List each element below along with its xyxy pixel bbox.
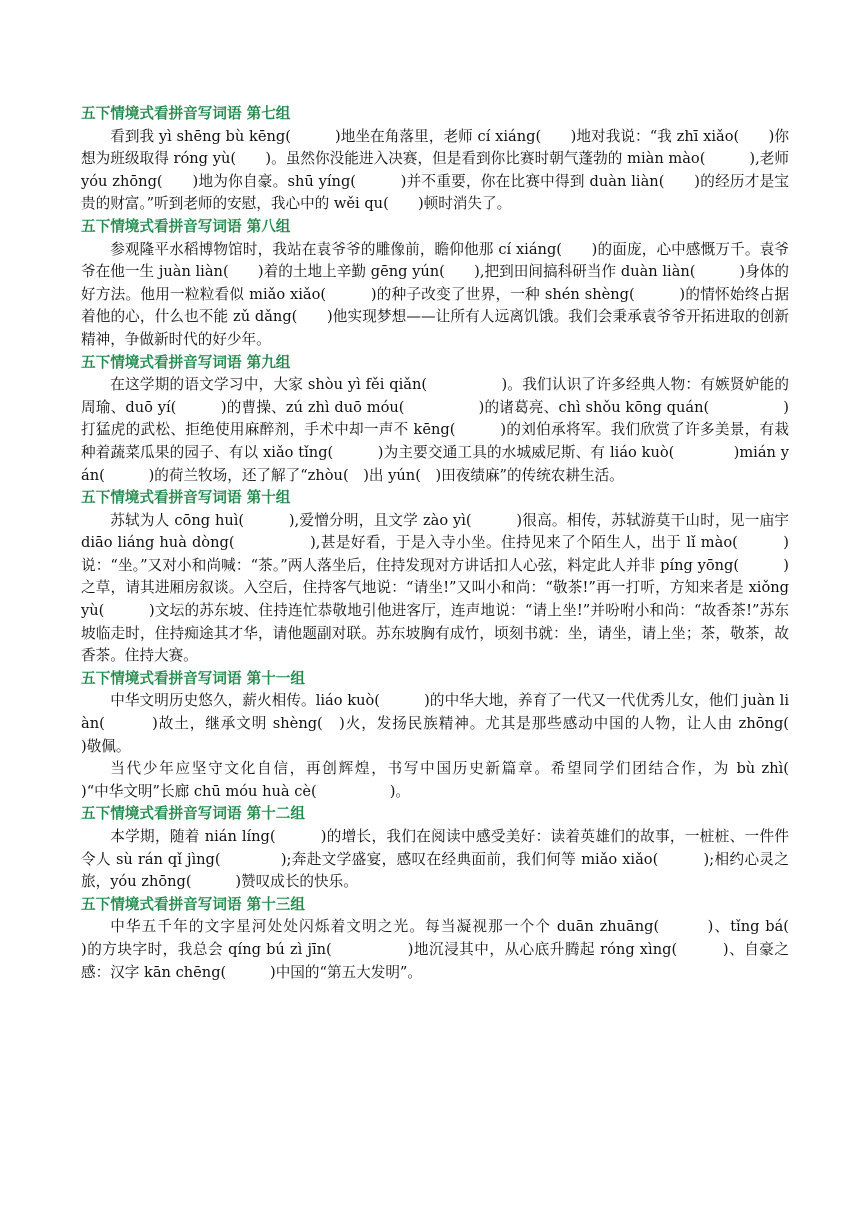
section-group-11 (81, 668, 833, 804)
section-title: 五下情境式看拼音写词语 第十一组 (81, 669, 305, 687)
section-paragraph: 苏轼为人 cōng huì( ),爱憎分明，且文学 zào yì( )很高。相传，苏轼游莫干山时，见一庙宇 diāo liáng huà dòng( ),甚是好看，于是入寺小坐。住持见来了个陌生人，出于 lǐ mào( )说：“坐。”又对小和尚喊：“茶。”两人落坐后，住持发现对方讲话扣人心弦，料定此人并非 píng yōng( )之草，请其进厢房叙谈。入空后，住持客气地说：“请坐!”又叫小和尚：“敬茶!”再一打听，方知来者是 xiǒng yù( )文坛的苏东坡、住持连忙恭敬地引他进客厅，连声地说：“请上坐!”并吩咐小和尚：“故香茶!”苏东坡临走时，住持痴途其才华，请他题副对联。苏东坡胸有成竹，顷刻书就：坐，请坐，请上坐；茶，敬茶，故香茶。住持大赛。 (81, 511, 789, 665)
section-paragraph: 当代少年应坚守文化自信，再创辉煌，书写中国历史新篇章。希望同学们团结合作，为 bù zhì( )“中华文明”长廊 chū móu huà cè( )。 (81, 760, 833, 800)
section-title: 五下情境式看拼音写词语 第十组 (81, 489, 291, 507)
section-group-7 (81, 103, 789, 216)
section-paragraph: 中华文明历史悠久，薪火相传。liáo kuò( )的中华大地，养育了一代又一代优秀儿女，他们 juàn liàn( )故土，继承文明 shèng( )火，发扬民族精神。尤其是那些感动中国的人物，让人由 zhōng( )敬佩。 (81, 692, 833, 755)
section-paragraph: 参观隆平水稻博物馆时，我站在袁爷爷的雕像前，瞻仰他那 cí xiáng( )的面庞，心中感慨万千。袁爷爷在他一生 juàn liàn( )着的土地上辛勤 gēng yún( ),把到田间搞科研当作 duàn liàn( )身体的好方法。他用一粒粒看似 miǎo xiǎo( )的种子改变了世界，一种 shén shèng( )的情怀始终占据着他的心，什么也不能 zǔ dǎng( )他实现梦想——让所有人远离饥饿。我们会秉承袁爷爷开拓进取的创新精神，争做新时代的好少年。 (81, 240, 789, 348)
section-paragraph: 看到我 yì shēng bù kēng( )地坐在角落里，老师 cí xiáng( )地对我说：“我 zhī xiǎo( )你想为班级取得 róng yù( )。虽然你没能进入决赛，但是看到你比赛时朝气蓬勃的 miàn mào( ),老师 yóu zhōng( )地为你自豪。shū yíng( )并不重要，你在比赛中得到 duàn liàn( )的经历才是宝贵的财富。”听到老师的安慰，我心中的 wěi qu( )顿时消失了。 (81, 127, 789, 213)
section-group-13 (81, 894, 833, 984)
section-title: 五下情境式看拼音写词语 第十二组 (81, 805, 305, 823)
section-title: 五下情境式看拼音写词语 第九组 (81, 353, 291, 371)
section-paragraph: 在这学期的语文学习中，大家 shòu yì fěi qiǎn( )。我们认识了许多经典人物：有嫉贤妒能的周瑜、duō yí( )的曹操、zú zhì duō móu( )的诸葛亮、chì shǒu kōng quán( )打猛虎的武松、拒绝使用麻醉剂，手术中却一声不 kēng( )的刘伯承将军。我们欣赏了许多美景，有栽种着蔬菜瓜果的园子、有以 xiǎo tǐng( )为主要交通工具的水城威尼斯、有 liáo kuò( )mián yán( )的荷兰牧场，还了解了“zhòu( )出 yún( )田夜绩麻”的传统农耕生活。 (81, 376, 789, 484)
section-title: 五下情境式看拼音写词语 第八组 (81, 217, 291, 235)
section-paragraph: 中华五千年的文字星河处处闪烁着文明之光。每当凝视那一个个 duān zhuāng( )、tǐng bá( )的方块字时，我总会 qíng bú zì jīn( )地沉浸其中，从心底升腾起 róng xìng( )、自豪之感：汉字 kān chēng( )中国的“第五大发明”。 (81, 918, 833, 981)
section-title: 五下情境式看拼音写词语 第七组 (81, 105, 291, 122)
section-group-9 (81, 352, 789, 488)
section-title: 五下情境式看拼音写词语 第十三组 (81, 895, 305, 913)
section-group-8 (81, 216, 789, 352)
section-group-10 (81, 487, 789, 668)
worksheet-page (81, 103, 833, 984)
section-paragraph: 本学期，随着 nián líng( )的增长，我们在阅读中感受美好：读着英雄们的故事，一桩桩、一件件令人 sù rán qǐ jìng( );奔赴文学盛宴，感叹在经典面前，我们何等 miǎo xiǎo( );相约心灵之旅，yóu zhōng( )赞叹成长的快乐。 (81, 828, 789, 891)
section-group-12 (81, 803, 789, 893)
